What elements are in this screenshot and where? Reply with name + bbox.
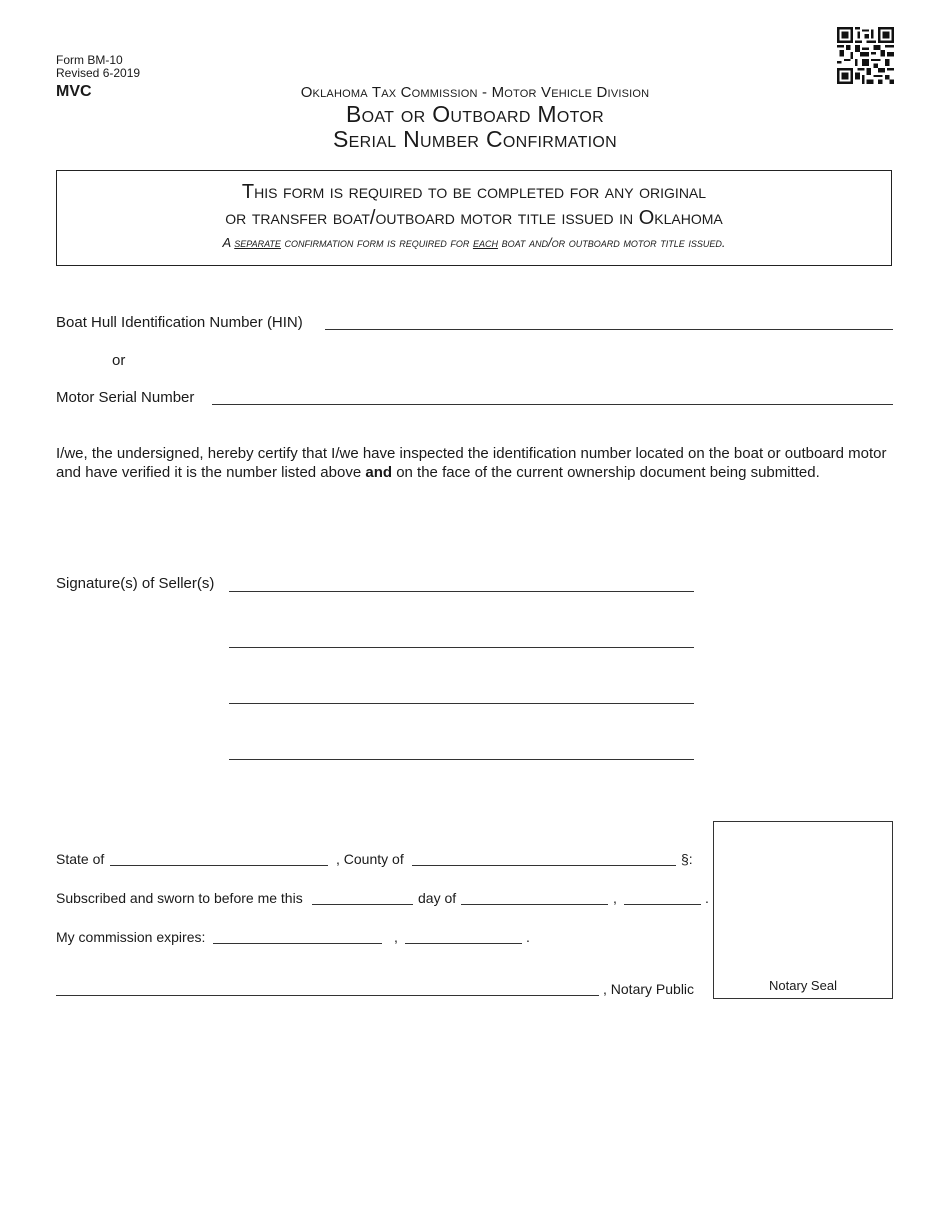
form-number: Form BM-10: [56, 53, 123, 67]
seller-signature-line-3[interactable]: [229, 703, 694, 704]
seller-signature-line-4[interactable]: [229, 759, 694, 760]
notice-line3-middle: confirmation form is required for: [280, 235, 473, 250]
certification-statement: [56, 444, 901, 482]
form-title-line2: Serial Number Confirmation: [333, 126, 617, 152]
sworn-day-line[interactable]: [312, 904, 413, 905]
notice-line3: [57, 235, 891, 250]
certification-part2: on the face of the current ownership document being submitted.: [392, 464, 820, 481]
commission-date-line[interactable]: [213, 943, 382, 944]
sworn-comma: ,: [613, 890, 617, 906]
motor-serial-label: Motor Serial Number: [56, 389, 195, 406]
commission-period: .: [526, 929, 530, 945]
seller-signature-label: Signature(s) of Seller(s): [56, 575, 215, 592]
commission-year-line[interactable]: [405, 943, 522, 944]
county-input-line[interactable]: [412, 865, 676, 866]
revised-date: Revised 6-2019: [56, 66, 141, 80]
notice-box: [56, 170, 892, 266]
notary-signature-line[interactable]: [56, 995, 599, 996]
commission-expires-label: My commission expires:: [56, 929, 206, 945]
notary-seal-box: [713, 821, 893, 999]
sworn-label: Subscribed and sworn to before me this: [56, 890, 303, 906]
commission-comma: ,: [394, 929, 398, 945]
notary-public-label: , Notary Public: [603, 981, 695, 997]
sworn-period: .: [705, 890, 709, 906]
sworn-year-line[interactable]: [624, 904, 701, 905]
notice-line3-suffix: boat and/or outboard motor title issued.: [497, 235, 726, 250]
hin-label: Boat Hull Identification Number (HIN): [56, 314, 303, 331]
sworn-month-line[interactable]: [461, 904, 608, 905]
or-label: or: [112, 352, 126, 369]
notice-line2: or transfer boat/outboard motor title issued in Oklahoma: [225, 207, 723, 229]
county-label: , County of: [336, 851, 404, 867]
form-number-block: [56, 54, 140, 80]
qr-code-icon: [837, 27, 894, 84]
form-title-line1: Boat or Outboard Motor: [345, 101, 605, 127]
notice-separate: separate: [234, 235, 281, 250]
certification-part1: I/we, the undersigned, hereby certify that I/we have inspected the identification number located on the boat or outboard motor and have verified it is the number listed above: [56, 445, 887, 481]
agency-name: Oklahoma Tax Commission - Motor Vehicle Division: [300, 84, 650, 101]
seller-signature-line-1[interactable]: [229, 591, 694, 592]
notice-line1: This form is required to be completed for any original: [241, 181, 707, 203]
notary-seal-label: Notary Seal: [769, 978, 837, 993]
notice-each: each: [472, 235, 498, 250]
state-input-line[interactable]: [110, 865, 328, 866]
seller-signature-line-2[interactable]: [229, 647, 694, 648]
motor-serial-input-line[interactable]: [212, 404, 893, 405]
section-mark: §:: [681, 851, 693, 867]
division-code: MVC: [56, 83, 92, 100]
notice-line3-prefix: A: [222, 235, 235, 250]
certification-bold: and: [365, 464, 393, 481]
day-of-label: day of: [418, 890, 457, 906]
hin-input-line[interactable]: [325, 329, 893, 330]
state-label: State of: [56, 851, 105, 867]
